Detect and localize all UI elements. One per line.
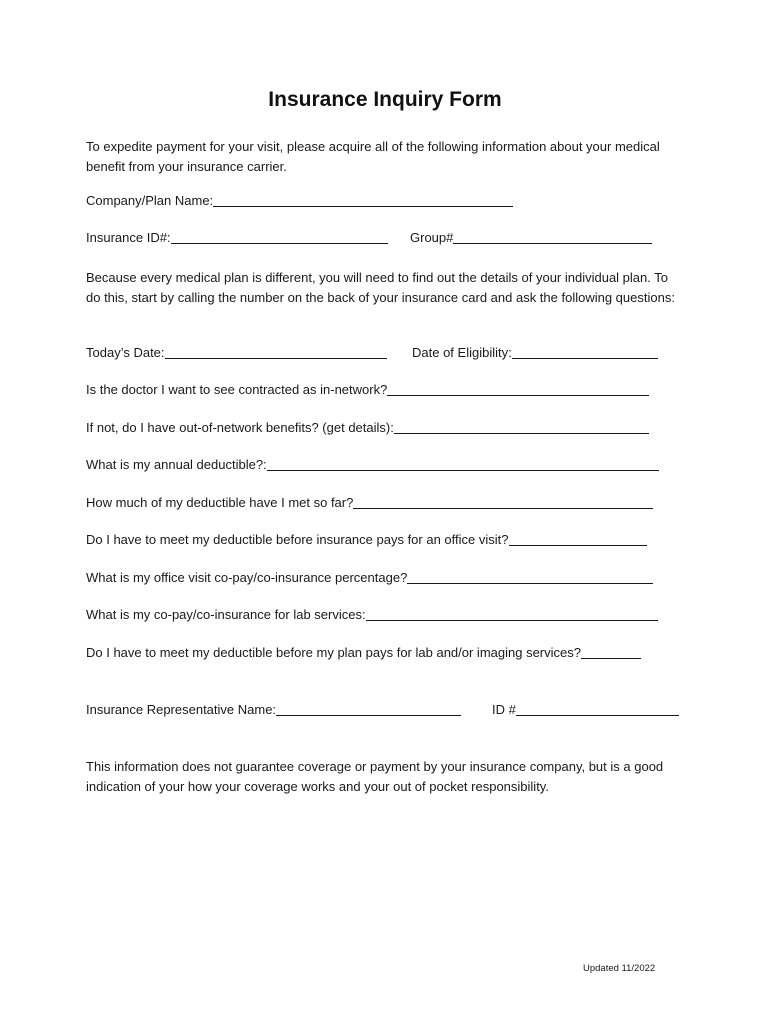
deductible-lab-label: Do I have to meet my deductible before my plan pays for lab and/or imaging services?	[86, 645, 581, 660]
deductible-met-label: How much of my deductible have I met so far?	[86, 495, 354, 510]
rep-id-label: ID #	[492, 702, 516, 717]
company-plan-label: Company/Plan Name:	[86, 193, 214, 208]
rep-id-field	[492, 702, 679, 718]
rep-name-label: Insurance Representative Name:	[86, 702, 277, 717]
dates-row	[86, 345, 512, 361]
insurance-id-label: Insurance ID#:	[86, 230, 171, 245]
in-network-blank[interactable]	[387, 383, 649, 396]
date-eligibility-blank[interactable]	[512, 346, 658, 359]
deductible-met-blank[interactable]	[353, 496, 653, 509]
copay-office-label: What is my office visit co-pay/co-insurance percentage?	[86, 570, 408, 585]
in-network-row	[86, 382, 649, 398]
out-of-network-row	[86, 420, 649, 436]
copay-office-row	[86, 570, 653, 586]
company-plan-blank[interactable]	[213, 194, 513, 207]
page-title: Insurance Inquiry Form	[268, 88, 502, 111]
disclaimer-paragraph: This information does not guarantee coverage or payment by your insurance company, but is a good indication of your how your coverage works and your out of pocket responsibility.	[86, 759, 664, 794]
rep-name-blank[interactable]	[276, 703, 461, 716]
copay-office-blank[interactable]	[407, 571, 653, 584]
instructions-paragraph: Because every medical plan is different, you will need to find out the details of your individual plan. To do this, start by calling the number on the back of your insurance card and ask the following questions:	[86, 270, 675, 305]
deductible-office-row	[86, 532, 647, 548]
deductible-met-row	[86, 495, 653, 511]
deductible-office-label: Do I have to meet my deductible before insurance pays for an office visit?	[86, 532, 509, 547]
in-network-label: Is the doctor I want to see contracted as in-network?	[86, 382, 388, 397]
todays-date-label: Today’s Date:	[86, 345, 165, 360]
rep-name-field	[86, 702, 461, 718]
todays-date-field	[86, 345, 387, 361]
todays-date-blank[interactable]	[165, 346, 387, 359]
insurance-id-blank[interactable]	[171, 231, 388, 244]
group-label: Group#	[410, 230, 454, 245]
deductible-lab-blank[interactable]	[581, 646, 641, 659]
annual-deductible-blank[interactable]	[267, 458, 659, 471]
rep-id-blank[interactable]	[516, 703, 679, 716]
group-blank[interactable]	[453, 231, 652, 244]
deductible-lab-row	[86, 645, 641, 661]
copay-lab-blank[interactable]	[366, 608, 658, 621]
insurance-id-row	[86, 230, 454, 246]
representative-row	[86, 702, 516, 718]
copay-lab-row	[86, 607, 658, 623]
intro-paragraph: To expedite payment for your visit, please acquire all of the following information about your medical benefit from your insurance carrier.	[86, 139, 660, 174]
out-of-network-label: If not, do I have out-of-network benefits? (get details):	[86, 420, 394, 435]
annual-deductible-label: What is my annual deductible?:	[86, 457, 267, 472]
annual-deductible-row	[86, 457, 659, 473]
insurance-id-field	[86, 230, 388, 246]
copay-lab-label: What is my co-pay/co-insurance for lab services:	[86, 607, 366, 622]
group-field	[410, 230, 652, 246]
deductible-office-blank[interactable]	[509, 533, 647, 546]
date-eligibility-label: Date of Eligibility:	[412, 345, 512, 360]
out-of-network-blank[interactable]	[394, 421, 649, 434]
date-eligibility-field	[412, 345, 658, 361]
company-plan-row	[86, 193, 513, 209]
updated-date: Updated 11/2022	[583, 963, 656, 974]
